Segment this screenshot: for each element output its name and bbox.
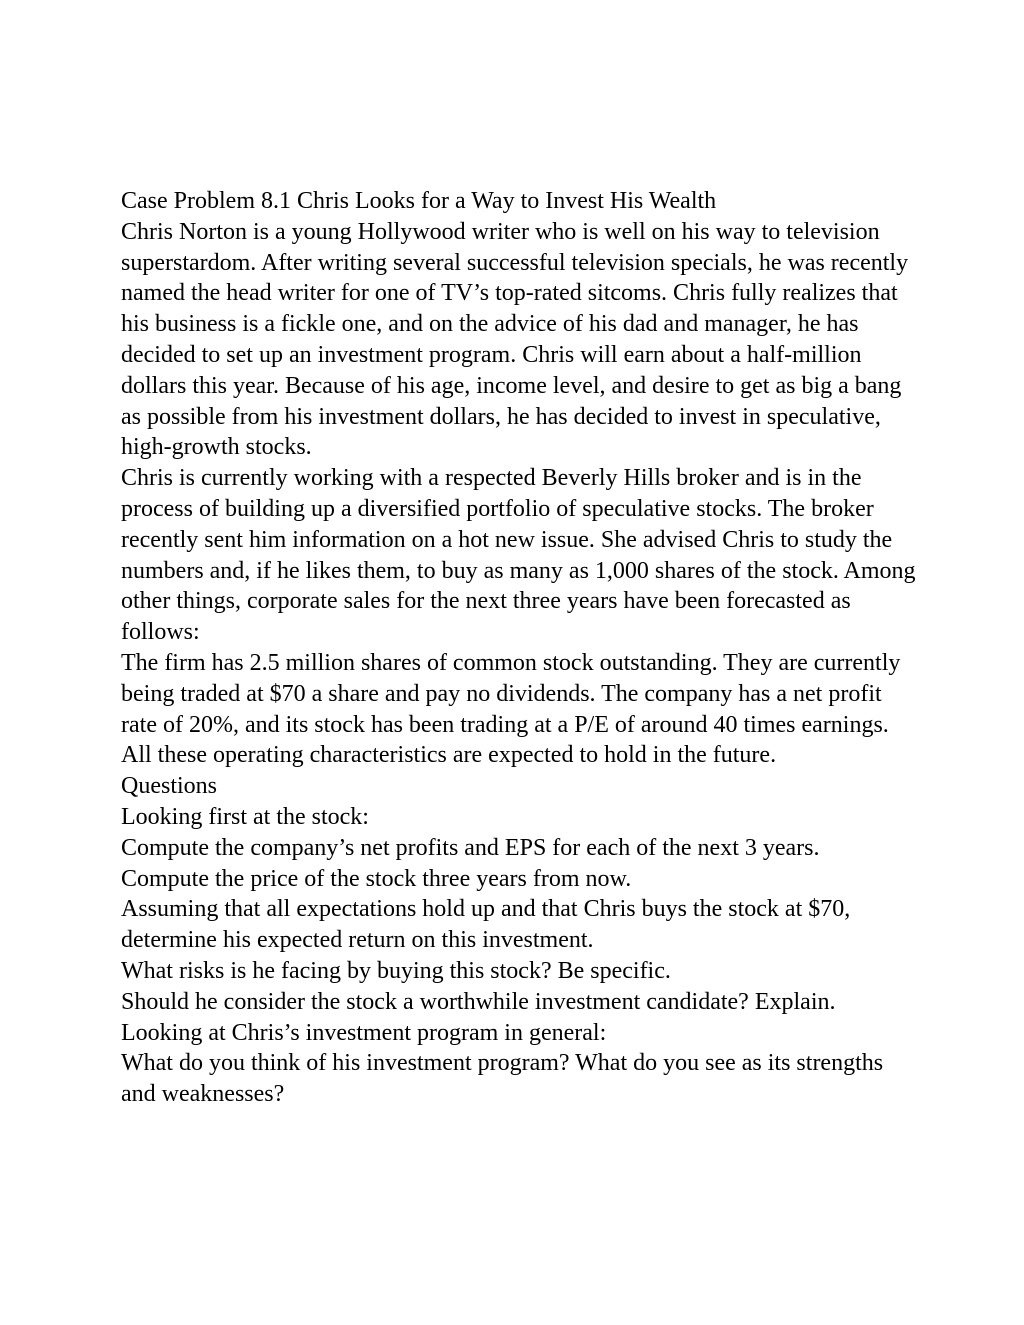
question-risks: What risks is he facing by buying this stock? Be specific. (121, 957, 671, 984)
case-title: Case Problem 8.1 Chris Looks for a Way to Invest His Wealth (121, 188, 717, 214)
question-net-profits: Compute the company’s net profits and EPS for each of the next 3 years. (121, 834, 820, 861)
paragraph-firm: The firm has 2.5 million shares of common stock outstanding. They are currently being traded at $70 a share and pay no dividends. The company has a net profit rate of 20%, and its stock has been trading at a P/E of around 40 times earnings. All these operating characteristics are expected to hold in the future. (121, 649, 901, 769)
document-body (121, 186, 921, 1110)
question-program: What do you think of his investment program? What do you see as its strengths and weaknesses? (121, 1050, 884, 1108)
question-price: Compute the price of the stock three years from now. (121, 865, 632, 892)
paragraph-broker: Chris is currently working with a respected Beverly Hills broker and is in the process of building up a diversified portfolio of speculative stocks. The broker recently sent him information on a hot new issue. She advised Chris to study the numbers and, if he likes them, to buy as many as 1,000 shares of the stock. Among other things, corporate sales for the next three years have been forecasted as follows: (121, 465, 916, 646)
section-program-heading: Looking at Chris’s investment program in general: (121, 1019, 607, 1046)
paragraph-intro: Chris Norton is a young Hollywood writer who is well on his way to television superstardom. After writing several successful television specials, he was recently named the head writer for one of TV’s top-rated sitcoms. Chris fully realizes that his business is a fickle one, and on the advice of his dad and manager, he has decided to set up an investment program. Chris will earn about a half-million dollars this year. Because of his age, income level, and desire to get as big a bang as possible from his investment dollars, he has decided to invest in speculative, high-growth stocks. (121, 218, 909, 461)
question-worthwhile: Should he consider the stock a worthwhile investment candidate? Explain. (121, 988, 836, 1015)
questions-heading: Questions (121, 773, 217, 800)
section-stock-heading: Looking first at the stock: (121, 803, 369, 830)
question-expected-return: Assuming that all expectations hold up and that Chris buys the stock at $70, determine his expected return on this investment. (121, 896, 851, 954)
